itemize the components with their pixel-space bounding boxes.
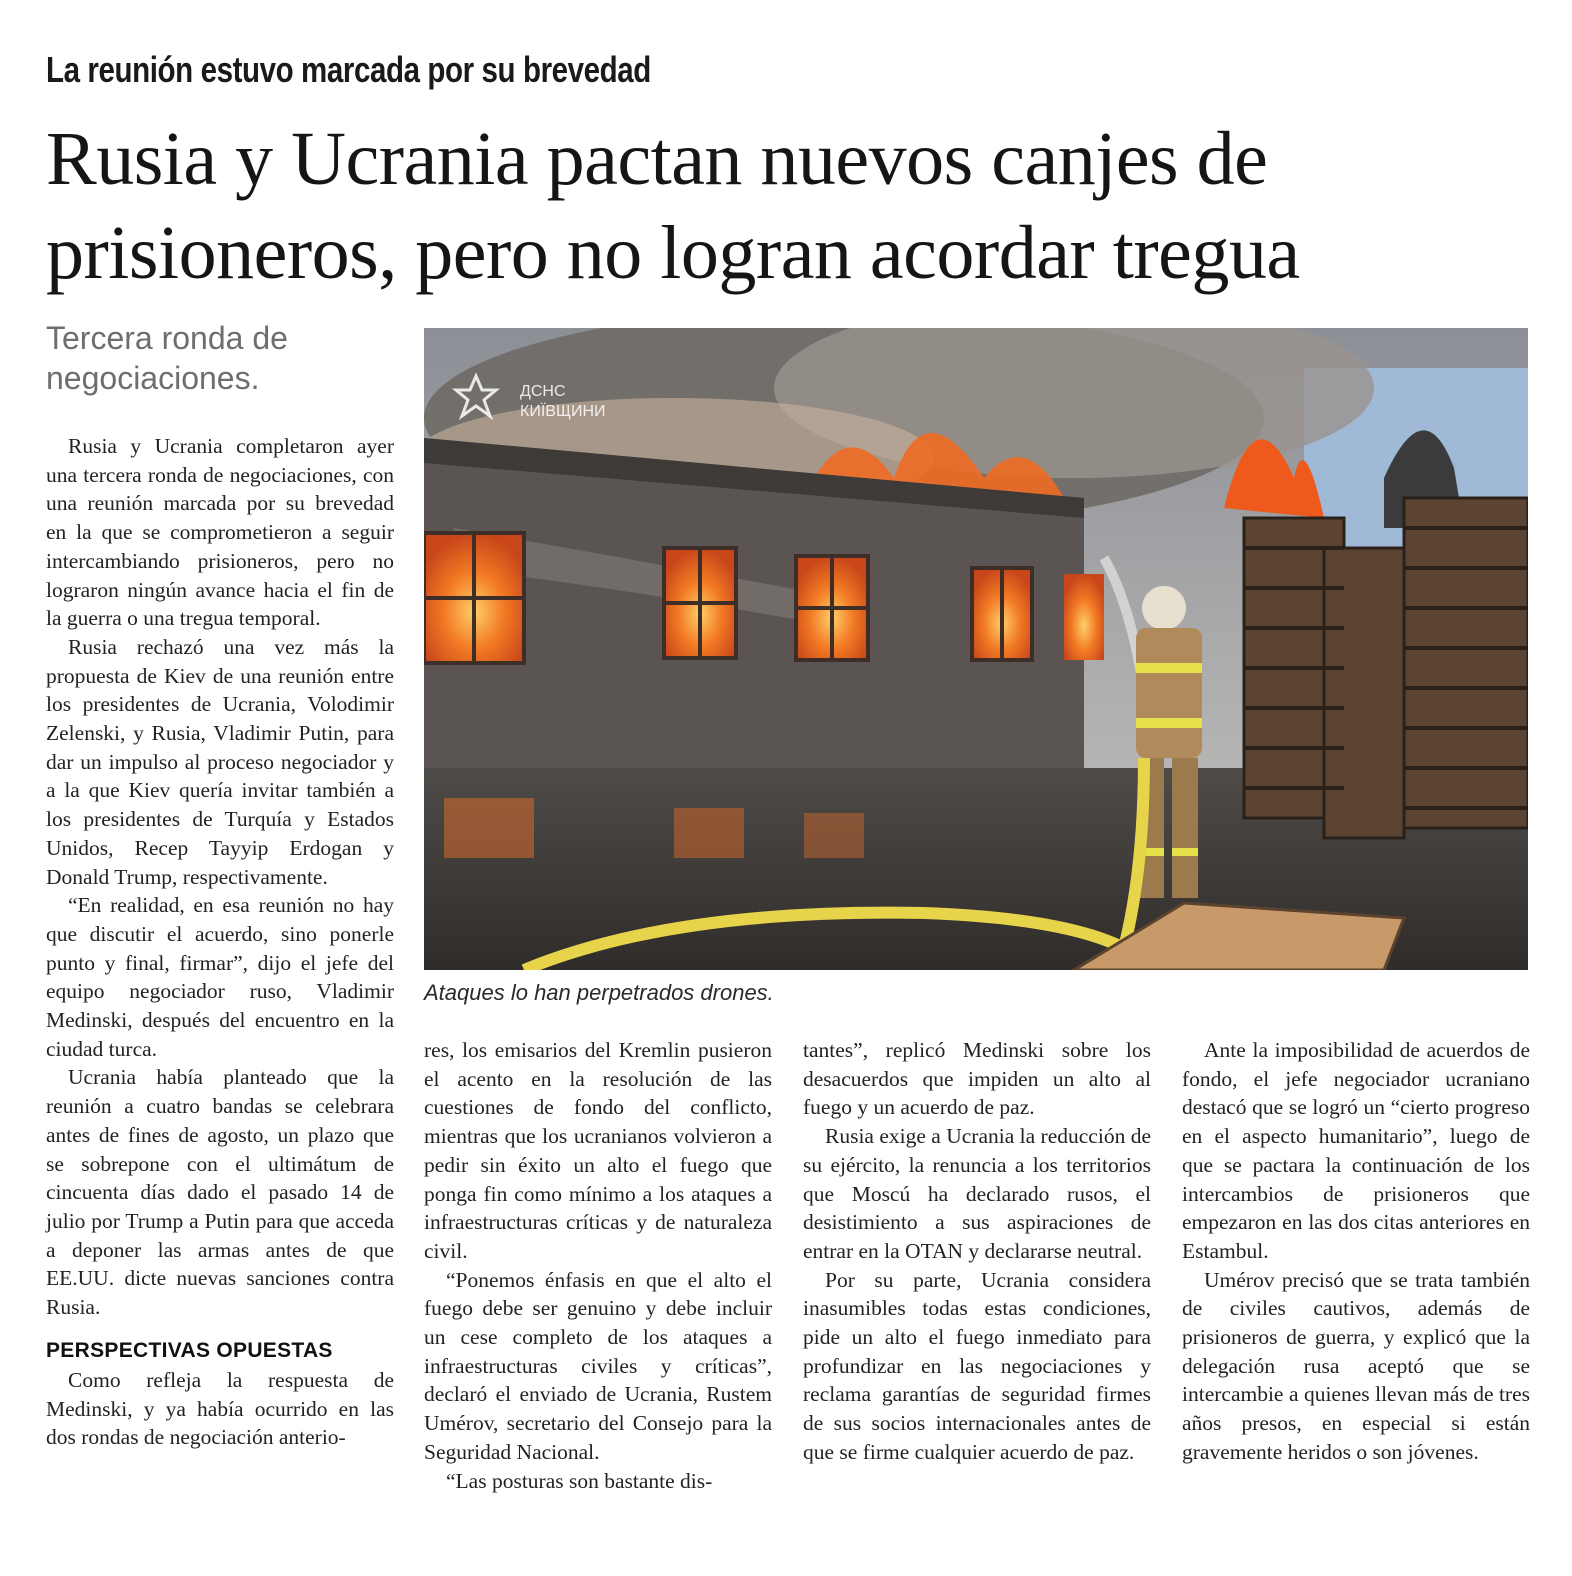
section-heading: PERSPECTIVAS OPUESTAS [46, 1338, 333, 1362]
paragraph: Por su parte, Ucrania considera inasumibles todas estas condiciones, pide un alto el fuego inmediato para profundizar en las negociaciones y reclama garantías de seguridad firmes de sus socios internacionales antes de que se firme cualquier acuerdo de paz. [803, 1267, 1151, 1464]
headline: Rusia y Ucrania pactan nuevos canjes de prisioneros, pero no logran acordar tregua [46, 117, 1300, 295]
firefighter-photo-illustration [424, 328, 1528, 970]
photo-caption: Ataques lo han perpetrados drones. [424, 980, 774, 1005]
watermark-line1: ДСНС [520, 383, 566, 400]
paragraph: “Las posturas son bastante dis- [446, 1468, 713, 1493]
watermark-line2: КИЇВЩИНИ [520, 403, 606, 420]
column-1 [46, 432, 394, 1452]
paragraph: Rusia exige a Ucrania la reducción de su ejército, la renuncia a los territorios que Moscú ha declarado rusos, el desistimiento a sus aspiraciones de entrar en la OTAN y declararse neutral. [803, 1124, 1151, 1263]
paragraph: Umérov precisó que se trata también de civiles cautivos, además de prisioneros de guerra, y explicó que la delegación rusa aceptó que se intercambie a quienes llevan más de tres años presos, en especial si están gravemente heridos o son jóvenes. [1182, 1267, 1530, 1464]
paragraph: tantes”, replicó Medinski sobre los desacuerdos que impiden un alto al fuego y un acuerdo de paz. [803, 1038, 1151, 1120]
kicker: La reunión estuvo marcada por su brevedad [46, 49, 651, 90]
news-photo [424, 328, 1528, 970]
column-2 [424, 1036, 772, 1495]
paragraph: Como refleja la respuesta de Medinski, y ya había ocurrido en las dos rondas de negociación anterio- [46, 1367, 394, 1450]
paragraph: Ucrania había planteado que la reunión a cuatro bandas se celebrara antes de fines de agosto, un plazo que se sobrepone con el ultimátum de cincuenta días dado el pasado 14 de julio por Trump a Putin para que acceda a deponer las armas antes de que EE.UU. dicte nuevas sanciones contra Rusia. [46, 1065, 394, 1320]
paragraph: Rusia rechazó una vez más la propuesta de Kiev de una reunión entre los presidentes de Ucrania, Volodimir Zelenski, y Rusia, Vladimir Putin, para dar un impulso al proceso negociador y a la que Kiev quería invitar también a los presidentes de Turquía y Estados Unidos, Recep Tayyip Erdogan y Donald Trump, respectivamente. [46, 634, 394, 889]
column-3 [803, 1036, 1151, 1467]
paragraph: Ante la imposibilidad de acuerdos de fondo, el jefe negociador ucraniano destacó que se logró un “cierto progreso en el aspecto humanitario”, luego de que se pactara la continuación de los intercambios de prisioneros que empezaron en las dos citas anteriores en Estambul. [1182, 1038, 1530, 1263]
paragraph: res, los emisarios del Kremlin pusieron el acento en la resolución de las cuestiones de fondo del conflicto, mientras que los ucranianos volvieron a pedir sin éxito un alto el fuego que ponga fin como mínimo a los ataques a infraestructuras críticas y de naturaleza civil. [424, 1038, 772, 1263]
subhead: Tercera ronda de negociaciones. [46, 320, 288, 396]
paragraph: Rusia y Ucrania completaron ayer una tercera ronda de negociaciones, con una reunión marcada por su brevedad en la que se comprometieron a seguir intercambiando prisioneros, pero no lograron ningún avance hacia el fin de la guerra o una tregua temporal. [46, 434, 394, 631]
column-4 [1182, 1036, 1530, 1467]
paragraph: “En realidad, en esa reunión no hay que discutir el acuerdo, sino ponerle punto y final, firmar”, dijo el jefe del equipo negociador ruso, Vladimir Medinski, después del encuentro en la ciudad turca. [46, 893, 394, 1061]
paragraph: “Ponemos énfasis en que el alto el fuego debe ser genuino y debe incluir un cese completo de los ataques a infraestructuras civiles y críticas”, declaró el enviado de Ucrania, Rustem Umérov, secretario del Consejo para la Seguridad Nacional. [424, 1267, 772, 1464]
